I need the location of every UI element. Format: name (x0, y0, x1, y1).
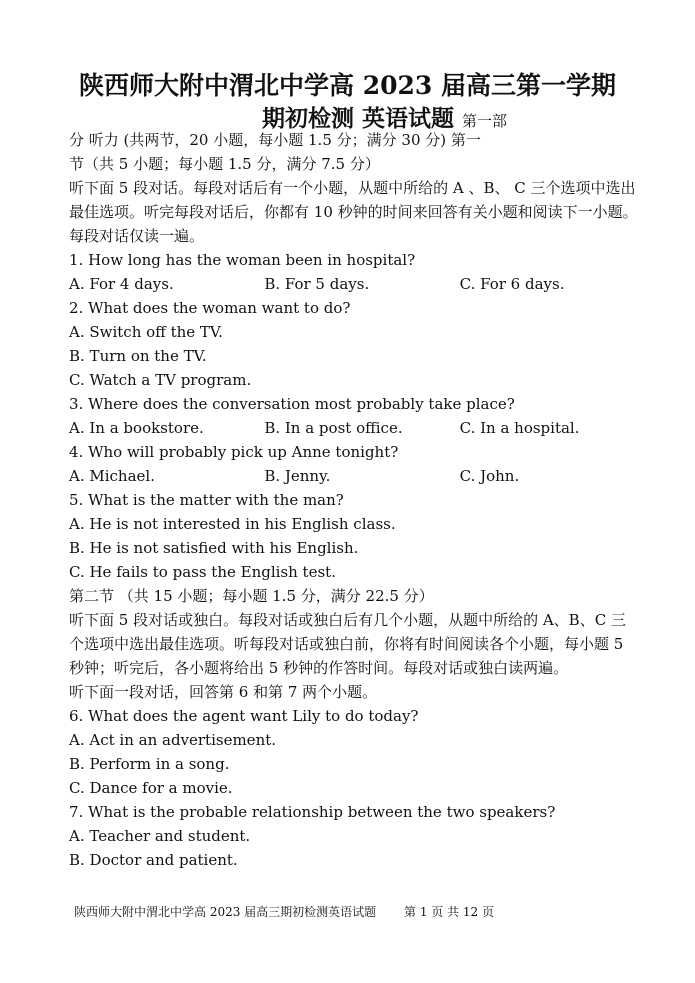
footer-page-number: 第 1 页 共 12 页 (404, 905, 494, 919)
option-c: C. John. (459, 467, 520, 485)
option-a: A. In a bookstore. (69, 419, 204, 437)
page-footer (74, 903, 518, 920)
question-1-options (69, 272, 639, 296)
option-b: B. In a post office. (264, 419, 403, 437)
question-7: 7. What is the probable relationship between the two speakers? (69, 803, 556, 821)
option-b: B. Jenny. (264, 467, 331, 485)
option-b: B. Turn on the TV. (69, 347, 207, 365)
option-b: B. Perform in a song. (69, 755, 230, 773)
option-c: C. For 6 days. (459, 275, 565, 293)
exam-title-line1: 陕西师大附中渭北中学高 2023 届高三第一学期 (79, 71, 616, 100)
exam-body (69, 128, 639, 872)
option-c: C. Watch a TV program. (69, 371, 252, 389)
option-a: A. Switch off the TV. (69, 323, 223, 341)
exam-part-label: 第一部 (462, 112, 508, 130)
option-c: C. Dance for a movie. (69, 779, 233, 797)
question-3: 3. Where does the conversation most probably take place? (69, 395, 515, 413)
question-4: 4. Who will probably pick up Anne tonight? (69, 443, 399, 461)
section2-sub-intro: 听下面一段对话，回答第 6 和第 7 两个小题。 (69, 683, 378, 701)
question-4-options (69, 464, 639, 488)
option-b: B. Doctor and patient. (69, 851, 238, 869)
option-a: A. Michael. (69, 467, 155, 485)
section2-instructions: 听下面 5 段对话或独白。每段对话或独白后有几个小题，从题中所给的 A、B、C 三个选项中选出最佳选项。听每段对话或独白前，你将有时间阅读各个小题，每小题 5 秒钟；听完后，各小题将给出 5 秒钟的作答时间。每段对话或独白读两遍。 (69, 611, 626, 677)
option-a: A. Teacher and student. (69, 827, 251, 845)
option-c: C. He fails to pass the English test. (69, 563, 336, 581)
question-6: 6. What does the agent want Lily to do today? (69, 707, 419, 725)
option-a: A. He is not interested in his English class. (69, 515, 396, 533)
option-a: A. Act in an advertisement. (69, 731, 277, 749)
option-b: B. He is not satisfied with his English. (69, 539, 359, 557)
option-c: C. In a hospital. (459, 419, 580, 437)
option-b: B. For 5 days. (264, 275, 370, 293)
option-a: A. For 4 days. (69, 275, 174, 293)
section2-header: 第二节 （共 15 小题；每小题 1.5 分，满分 22.5 分） (69, 587, 434, 605)
question-5: 5. What is the matter with the man? (69, 491, 344, 509)
question-1: 1. How long has the woman been in hospital? (69, 251, 416, 269)
section1-instructions: 听下面 5 段对话。每段对话后有一个小题，从题中所给的 A 、B、 C 三个选项中选出最佳选项。听完每段对话后，你都有 10 秒钟的时间来回答有关小题和阅读下一小题。每段对话仅读一遍。 (69, 179, 638, 245)
question-3-options (69, 416, 639, 440)
footer-exam-name: 陕西师大附中渭北中学高 2023 届高三期初检测英语试题 (74, 905, 377, 919)
section1-header-line2: 节（共 5 小题；每小题 1.5 分，满分 7.5 分） (69, 155, 380, 173)
question-2: 2. What does the woman want to do? (69, 299, 351, 317)
section1-header-line1: 分 听力 (共两节，20 小题，每小题 1.5 分；满分 30 分) 第一 (69, 131, 481, 149)
exam-subject-title: 期初检测 英语试题 (262, 105, 455, 132)
